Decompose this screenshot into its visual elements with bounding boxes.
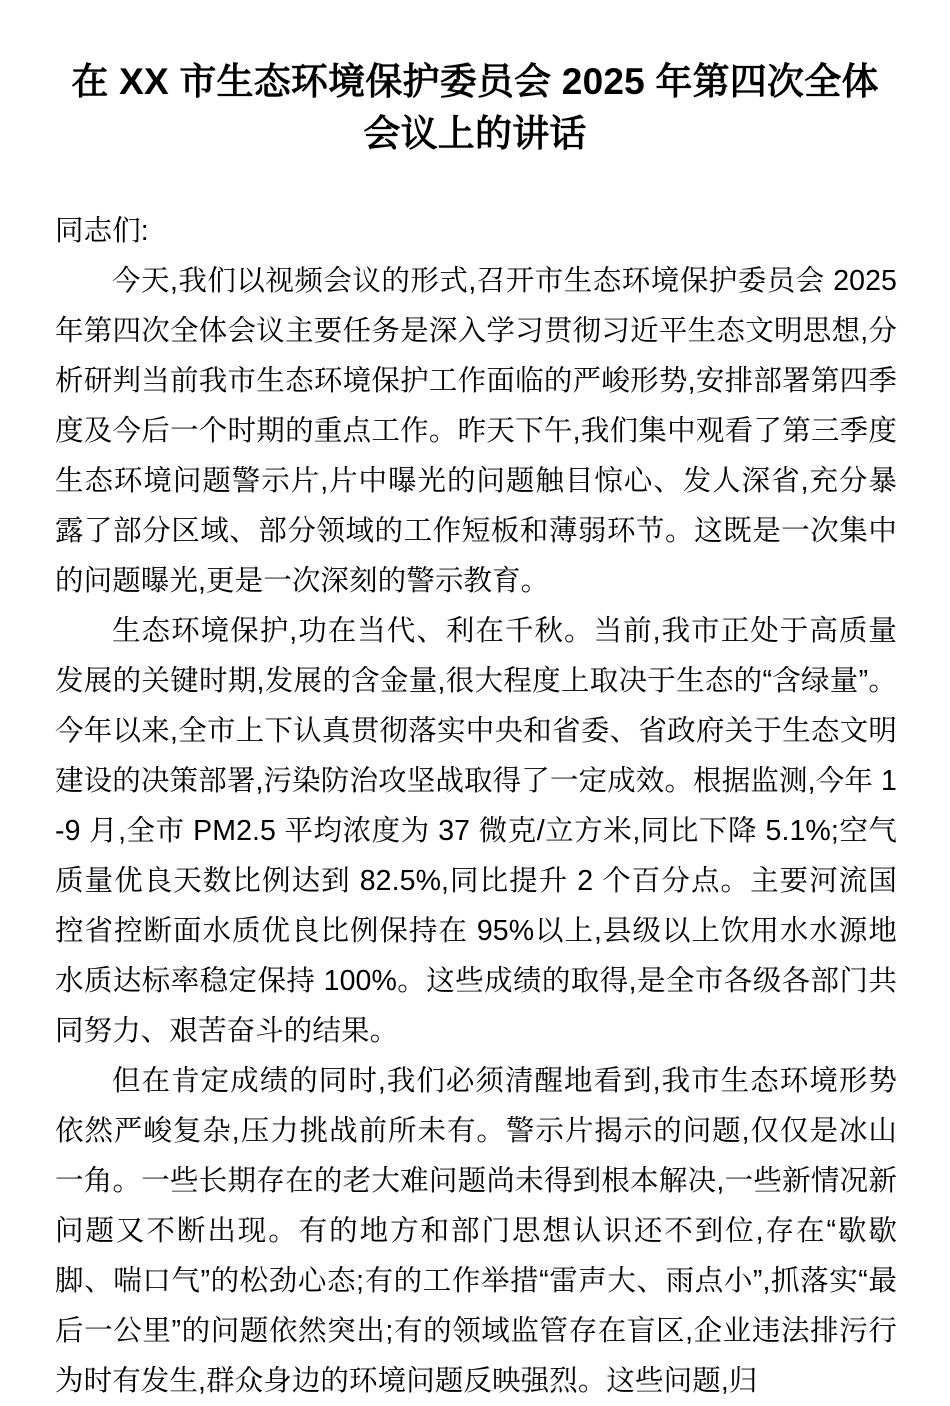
- paragraph-3: 但在肯定成绩的同时,我们必须清醒地看到,我市生态环境形势依然严峻复杂,压力挑战前所未有。警示片揭示的问题,仅仅是冰山一角。一些长期存在的老大难问题尚未得到根本解决,一些新情况新问题又不断出现。有的地方和部门思想认识还不到位,存在“歇歇脚、喘口气”的松劲心态;有的工作举措“雷声大、雨点小”,抓落实“最后一公里”的问题依然突出;有的领域监管存在盲区,企业违法排污行为时有发生,群众身边的环境问题反映强烈。这些问题,归: [55, 1065, 897, 1397]
- paragraph-2: 生态环境保护,功在当代、利在千秋。当前,我市正处于高质量发展的关键时期,发展的含金量,很大程度上取决于生态的“含绿量”。今年以来,全市上下认真贯彻落实中央和省委、省政府关于生态文明建设的决策部署,污染防治攻坚战取得了一定成效。根据监测,今年 1-9 月,全市 PM2.5 平均浓度为 37 微克/立方米,同比下降 5.1%;空气质量优良天数比例达到 82.5%,同比提升 2 个百分点。主要河流国控省控断面水质优良比例保持在 95%以上,县级以上饮用水水源地水质达标率稳定保持 100%。这些成绩的取得,是全市各级各部门共同努力、艰苦奋斗的结果。: [55, 615, 897, 1047]
- paragraph-1: 今天,我们以视频会议的形式,召开市生态环境保护委员会 2025 年第四次全体会议主要任务是深入学习贯彻习近平生态文明思想,分析研判当前我市生态环境保护工作面临的严峻形势,安排部署第四季度及今后一个时期的重点工作。昨天下午,我们集中观看了第三季度生态环境问题警示片,片中曝光的问题触目惊心、发人深省,充分暴露了部分区域、部分领域的工作短板和薄弱环节。这既是一次集中的问题曝光,更是一次深刻的警示教育。: [55, 265, 897, 597]
- salutation: 同志们:: [55, 215, 149, 247]
- document-body: [0, 160, 950, 1406]
- page-title: 在 XX 市生态环境保护委员会 2025 年第四次全体会议上的讲话: [71, 61, 879, 154]
